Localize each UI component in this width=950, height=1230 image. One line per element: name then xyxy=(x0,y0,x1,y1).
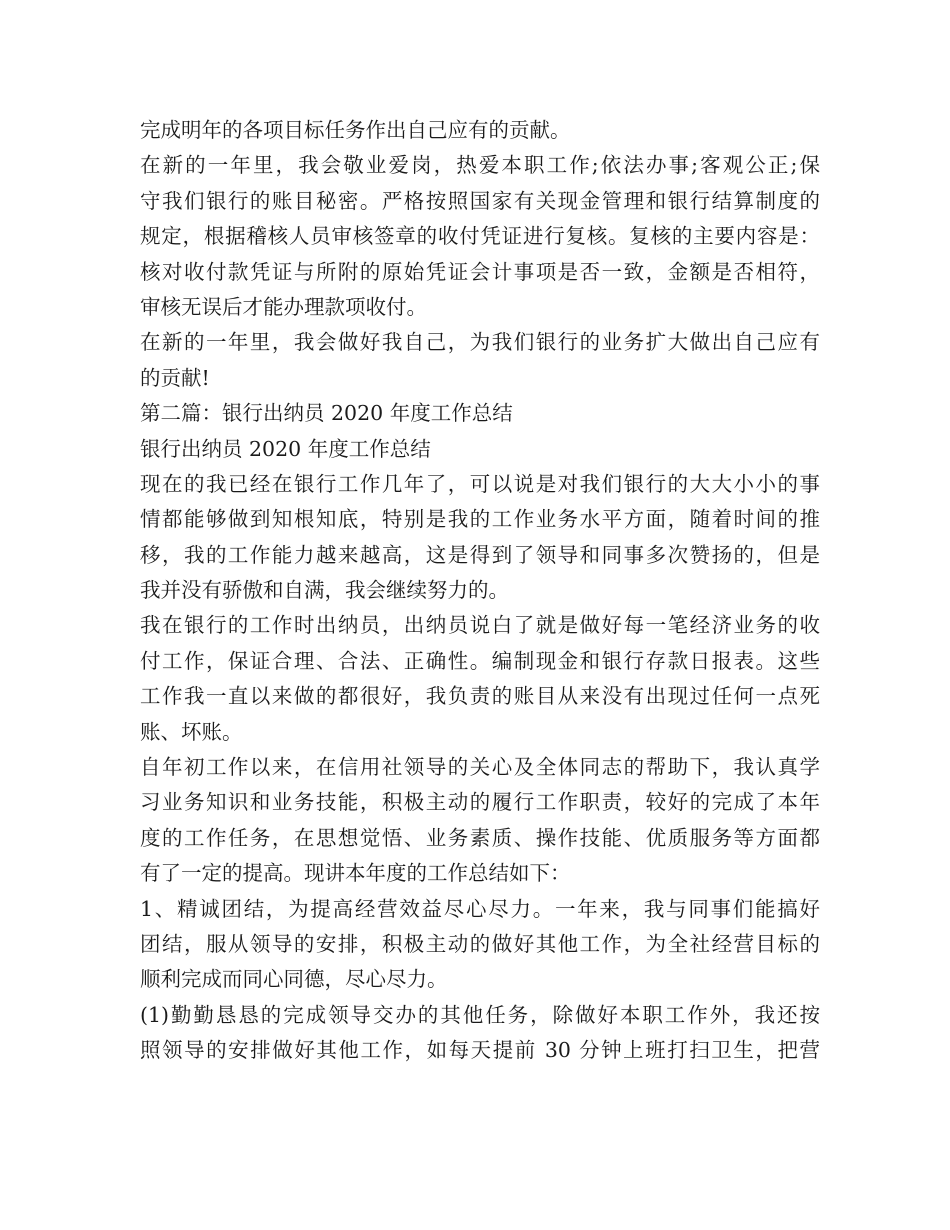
text-line: 的贡献! xyxy=(140,365,210,390)
document-title: 银行出纳员 2020 年度工作总结 xyxy=(140,436,431,461)
text-line: 度的工作任务，在思想觉悟、业务素质、操作技能、优质服务等方面都 xyxy=(140,825,820,850)
text-line: 移，我的工作能力越来越高，这是得到了领导和同事多次赞扬的，但是 xyxy=(140,542,820,567)
text-line: 守我们银行的账目秘密。严格按照国家有关现金管理和银行结算制度的 xyxy=(140,188,820,213)
text-line: 现在的我已经在银行工作几年了，可以说是对我们银行的大大小小的事 xyxy=(140,471,820,496)
text-line: 情都能够做到知根知底，特别是我的工作业务水平方面，随着时间的推 xyxy=(140,507,820,532)
text-line: 自年初工作以来，在信用社领导的关心及全体同志的帮助下，我认真学 xyxy=(140,755,820,780)
text-line: 完成明年的各项目标任务作出自己应有的贡献。 xyxy=(140,118,571,142)
text-line: 核对收付款凭证与所附的原始凭证会计事项是否一致，金额是否相符， xyxy=(140,259,820,284)
text-line: 工作我一直以来做的都很好，我负责的账目从来没有出现过任何一点死 xyxy=(140,684,820,709)
text-line: 我并没有骄傲和自满，我会继续努力的。 xyxy=(140,578,509,603)
text-line: 1、精诚团结，为提高经营效益尽心尽力。一年来，我与同事们能搞好 xyxy=(140,896,820,921)
text-line: 在新的一年里，我会敬业爱岗，热爱本职工作;依法办事;客观公正;保 xyxy=(140,153,820,178)
text-line: 我在银行的工作时出纳员，出纳员说白了就是做好每一笔经济业务的收 xyxy=(140,613,820,638)
text-line: 习业务知识和业务技能，积极主动的履行工作职责，较好的完成了本年 xyxy=(140,790,820,815)
text-line: 在新的一年里，我会做好我自己，为我们银行的业务扩大做出自己应有 xyxy=(140,330,820,355)
document-body xyxy=(140,113,820,1069)
text-line: 账、坏账。 xyxy=(140,719,243,744)
text-line: 付工作，保证合理、合法、正确性。编制现金和银行存款日报表。这些 xyxy=(140,648,820,673)
section-heading: 第二篇：银行出纳员 2020 年度工作总结 xyxy=(140,401,513,426)
text-line: 照领导的安排做好其他工作，如每天提前 30 分钟上班打扫卫生，把营 xyxy=(140,1038,820,1063)
text-line: 审核无误后才能办理款项收付。 xyxy=(140,294,427,319)
text-line: (1)勤勤恳恳的完成领导交办的其他任务，除做好本职工作外，我还按 xyxy=(140,1002,820,1027)
text-line: 有了一定的提高。现讲本年度的工作总结如下： xyxy=(140,861,571,886)
text-line: 规定，根据稽核人员审核签章的收付凭证进行复核。复核的主要内容是： xyxy=(140,224,820,249)
text-line: 团结，服从领导的安排，积极主动的做好其他工作，为全社经营目标的 xyxy=(140,931,820,956)
text-line: 顺利完成而同心同德，尽心尽力。 xyxy=(140,967,448,992)
